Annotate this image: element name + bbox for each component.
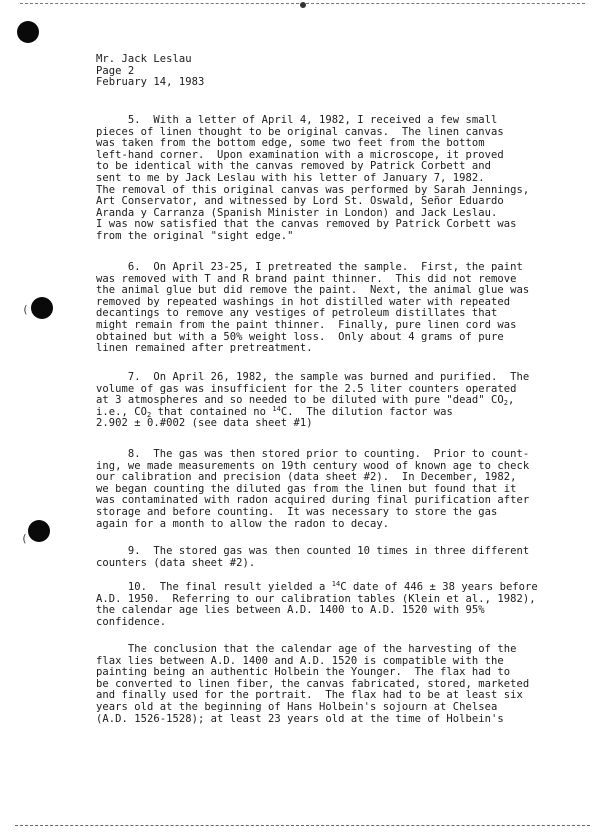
- paragraph-conclusion: [96, 644, 536, 725]
- text-line: I was now satisfied that the canvas removed by Patrick Corbett was: [96, 218, 517, 231]
- text-line: linen remained after pretreatment.: [96, 342, 313, 355]
- text-line: confidence.: [96, 615, 167, 628]
- subscript: 2: [503, 399, 509, 408]
- text-line: Aranda y Carranza (Spanish Minister in London) and Jack Leslau.: [96, 206, 498, 219]
- text-line: was removed with T and R brand paint thinner. This did not remove: [96, 272, 517, 285]
- text-line: The removal of this original canvas was performed by Sarah Jennings,: [96, 183, 530, 196]
- text-line: volume of gas was insufficient for the 2.5 liter counters operated: [96, 382, 517, 395]
- paragraph-9: [96, 546, 536, 569]
- text-line: painting being an authentic Holbein the Younger. The flax had to: [96, 666, 511, 679]
- text-fragment: that contained no: [151, 405, 273, 418]
- text-line: storage and before counting. It was necessary to store the gas: [96, 505, 498, 518]
- text-line: (A.D. 1526-1528); at least 23 years old at the time of Holbein's: [96, 712, 504, 725]
- text-line: 2.902 ± 0.#002 (see data sheet #1): [96, 417, 313, 430]
- text-line: 6. On April 23-25, I pretreated the sample. First, the paint: [96, 261, 523, 273]
- punch-hole-top: [17, 21, 39, 43]
- text-line: [96, 582, 536, 594]
- text-line: again for a month to allow the radon to decay.: [96, 517, 390, 530]
- text-line: removed by repeated washings in hot distilled water with repeated: [96, 295, 511, 308]
- page-number-line: Page 2: [96, 64, 135, 77]
- text-line: obtained but with a 50% weight loss. Only about 4 grams of pure: [96, 330, 504, 343]
- paragraph-6: [96, 262, 536, 355]
- text-line: our calibration and precision (data sheet #2). In December, 1982,: [96, 471, 517, 484]
- text-line: counters (data sheet #2).: [96, 556, 256, 569]
- text-line: The conclusion that the calendar age of the harvesting of the: [96, 643, 517, 655]
- text-line: 7. On April 26, 1982, the sample was burned and purified. The: [96, 371, 530, 383]
- paragraph-7: [96, 372, 536, 430]
- text-line: we began counting the diluted gas from the linen but found that it: [96, 482, 517, 495]
- text-line: was taken from the bottom edge, some two feet from the bottom: [96, 137, 485, 150]
- text-line: Art Conservator, and witnessed by Lord St. Oswald, Señor Eduardo: [96, 195, 504, 208]
- text-fragment: i.e., CO: [96, 405, 147, 418]
- text-line: 5. With a letter of April 4, 1982, I received a few small: [96, 114, 498, 126]
- text-fragment: at 3 atmospheres and so needed to be diluted with pure "dead" CO: [96, 394, 504, 407]
- margin-mark: (: [21, 532, 28, 545]
- margin-mark: (: [22, 303, 29, 316]
- punch-hole-bottom: [28, 520, 50, 542]
- superscript: 14: [331, 580, 341, 588]
- text-line: be converted to linen fiber, the canvas fabricated, stored, marketed: [96, 677, 530, 690]
- text-line: to be identical with the canvas removed by Patrick Corbett and: [96, 160, 492, 173]
- text-line: was contaminated with radon acquired during final purification after: [96, 494, 530, 507]
- text-line: flax lies between A.D. 1400 and A.D. 1520 is compatible with the: [96, 654, 504, 667]
- text-line: ing, we made measurements on 19th century wood of known age to check: [96, 459, 530, 472]
- text-line: left-hand corner. Upon examination with a microscope, it proved: [96, 148, 504, 161]
- text-line: 9. The stored gas was then counted 10 times in three different: [96, 545, 530, 557]
- text-line: sent to me by Jack Leslau with his letter of January 7, 1982.: [96, 171, 485, 184]
- text-line: from the original "sight edge.": [96, 229, 294, 242]
- scan-edge-bottom: [15, 825, 590, 830]
- letter-header: [96, 54, 536, 89]
- scan-speck: [300, 2, 306, 8]
- recipient-line: Mr. Jack Leslau: [96, 53, 192, 65]
- text-line: decantings to remove any vestiges of petroleum distillates that: [96, 307, 498, 320]
- paragraph-10: [96, 582, 536, 628]
- text-fragment: 10. The final result yielded a: [96, 581, 332, 593]
- text-line: pieces of linen thought to be original canvas. The linen canvas: [96, 125, 504, 138]
- paragraph-5: [96, 115, 536, 243]
- subscript: 2: [146, 410, 152, 419]
- text-line: the calendar age lies between A.D. 1400 to A.D. 1520 with 95%: [96, 604, 485, 617]
- text-line: and finally used for the portrait. The flax had to be at least six: [96, 689, 523, 702]
- date-line: February 14, 1983: [96, 76, 205, 89]
- text-line: might remain from the paint thinner. Finally, pure linen cord was: [96, 318, 517, 331]
- text-line: years old at the beginning of Hans Holbein's sojourn at Chelsea: [96, 700, 498, 713]
- text-line: 8. The gas was then stored prior to counting. Prior to count-: [96, 448, 530, 460]
- punch-hole-middle: [31, 297, 53, 319]
- text-fragment: C. The dilution factor was: [280, 405, 453, 418]
- paragraph-8: [96, 449, 536, 530]
- text-fragment: ,: [508, 394, 515, 407]
- text-fragment: C date of 446 ± 38 years before: [340, 581, 538, 593]
- text-line: the animal glue but did remove the paint. Next, the animal glue was: [96, 284, 530, 297]
- text-line: A.D. 1950. Referring to our calibration tables (Klein et al., 1982),: [96, 592, 536, 605]
- superscript: 14: [272, 404, 281, 413]
